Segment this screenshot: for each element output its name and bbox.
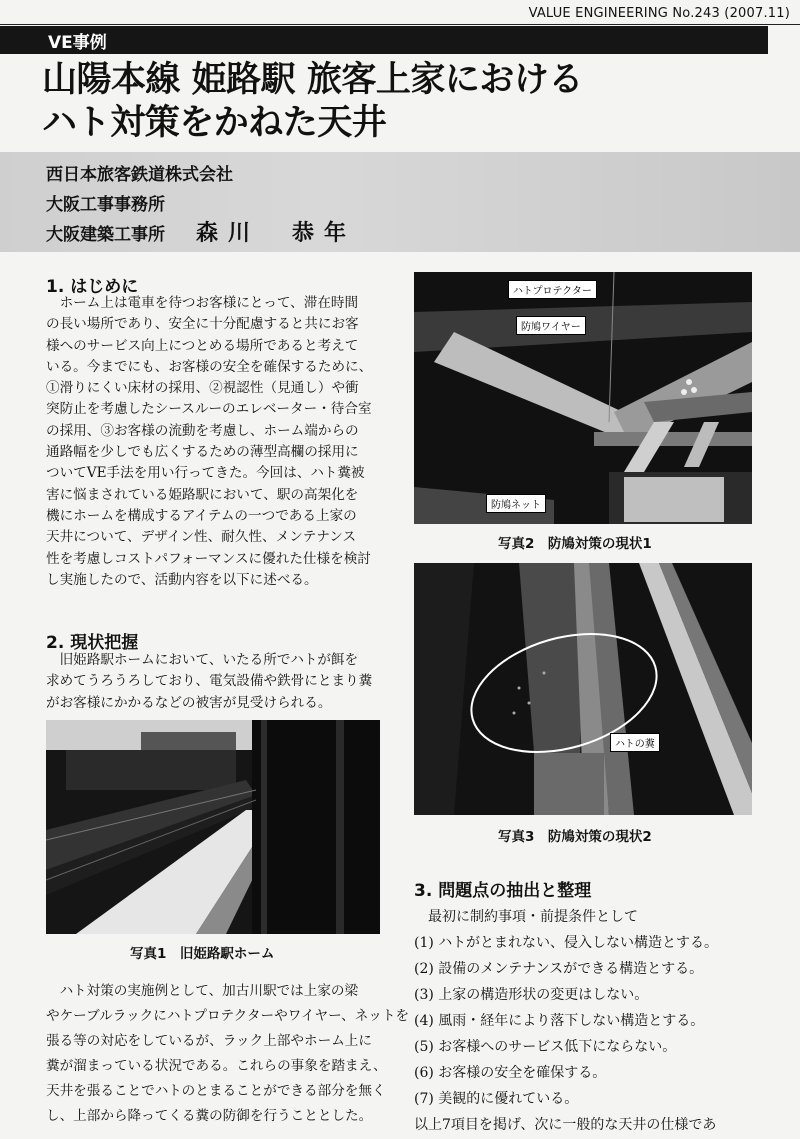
condition-item: (4) 風雨・経年により落下しない構造とする。: [414, 1013, 705, 1029]
text-line: がお客様にかかるなどの被害が見受けられる。: [46, 694, 332, 711]
text-line: 天井について、デザイン性、耐久性、メンテナンス: [46, 529, 357, 546]
photo-old-himeji-platform: [46, 720, 380, 934]
platform-photo-graphic: [46, 720, 380, 934]
text-line: 求めてうろうろしており、電気設備や鉄骨にとまり糞: [46, 673, 373, 690]
text-line: ついてVE手法を用い行ってきた。今回は、ハト糞被: [46, 465, 365, 482]
text-line: し実施したので、活動内容を以下に述べる。: [46, 571, 318, 588]
text-line: 突防止を考慮したシースルーのエレベーター・待合室: [46, 401, 372, 418]
author-office: 大阪工事事務所: [46, 195, 165, 215]
text-line: 機にホームを構成するアイテムの一つである上家の: [46, 507, 357, 524]
photo2-label-net: 防鳩ネット: [486, 494, 546, 513]
text-line: し、上部から降ってくる糞の防御を行うこととした。: [46, 1108, 373, 1124]
condition-item: (1) ハトがとまれない、侵入しない構造とする。: [414, 935, 719, 951]
section2-body-continued: [46, 979, 410, 1129]
section2-heading: 2. 現状把握: [46, 633, 139, 653]
text-line: 天井を張ることでハトのとまることができる部分を無く: [46, 1083, 386, 1099]
journal-header: VALUE ENGINEERING No.243 (2007.11): [528, 6, 790, 21]
text-line: 以上7項目を掲げ、次に一般的な天井の仕様であ: [414, 1117, 717, 1133]
photo1-caption: 写真1 旧姫路駅ホーム: [130, 946, 275, 962]
condition-item: (6) お客様の安全を確保する。: [414, 1065, 607, 1081]
section1-body: [46, 293, 391, 591]
text-line: 張る等の対応をしているが、ラック上部やホーム上に: [46, 1033, 372, 1049]
text-line: ホーム上は電車を待つお客様にとって、滞在時間: [46, 295, 359, 311]
text-line: 害に悩まされている姫路駅において、駅の高架化を: [46, 486, 359, 503]
section2-body: [46, 650, 391, 714]
text-line: ①滑りにくい床材の採用、②視認性（見通し）や衝: [46, 380, 359, 397]
section-tag: VE事例: [48, 33, 107, 53]
text-line: 最初に制約事項・前提条件として: [414, 909, 638, 925]
text-line: の長い場所であり、安全に十分配慮すると共にお客: [46, 316, 359, 333]
section3-body: [414, 904, 718, 1138]
ceiling-photo-graphic: [414, 272, 752, 524]
photo-pigeon-measures-2: [414, 563, 752, 815]
text-line: 旧姫路駅ホームにおいて、いたる所でハトが餌を: [46, 652, 359, 668]
section1-heading: 1. はじめに: [46, 277, 139, 297]
photo2-label-protector: ハトプロテクター: [508, 280, 597, 299]
author-dept: 大阪建築工事所: [46, 225, 165, 245]
author-name: 森川 恭年: [196, 220, 357, 246]
text-line: やケーブルラックにハトプロテクターやワイヤー、ネットを: [46, 1008, 410, 1024]
condition-item: (2) 設備のメンテナンスができる構造とする。: [414, 961, 704, 977]
text-line: 様へのサービス向上につとめる場所であると考えて: [46, 337, 359, 354]
photo3-label-droppings: ハトの糞: [610, 733, 660, 752]
article-title-line1: 山陽本線 姫路駅 旅客上家における: [42, 60, 583, 100]
text-line: の採用、③お客様の流動を考慮し、ホーム端からの: [46, 422, 359, 439]
header-rule: [0, 24, 800, 25]
section-band: [0, 26, 768, 54]
section3-heading: 3. 問題点の抽出と整理: [414, 881, 592, 901]
condition-item: (3) 上家の構造形状の変更はしない。: [414, 987, 649, 1003]
photo2-caption: 写真2 防鳩対策の現状1: [498, 536, 652, 552]
photo3-caption: 写真3 防鳩対策の現状2: [498, 829, 652, 845]
condition-item: (5) お客様へのサービス低下にならない。: [414, 1039, 677, 1055]
author-company: 西日本旅客鉄道株式会社: [46, 165, 233, 185]
article-title-line2: ハト対策をかねた天井: [42, 103, 387, 143]
text-line: 性を考慮しコストパフォーマンスに優れた仕様を検討: [46, 550, 371, 567]
text-line: いる。今までにも、お客様の安全を確保するために、: [46, 358, 373, 375]
text-line: ハト対策の実施例として、加古川駅では上家の梁: [46, 983, 359, 999]
text-line: 糞が溜まっている状況である。これらの事象を踏まえ、: [46, 1058, 387, 1074]
condition-item: (7) 美観的に優れている。: [414, 1091, 579, 1107]
droppings-photo-graphic: [414, 563, 752, 815]
text-line: 通路幅を少しでも広くするための薄型高欄の採用に: [46, 444, 359, 461]
photo-pigeon-measures-1: [414, 272, 752, 524]
photo2-label-wire: 防鳩ワイヤー: [516, 316, 586, 335]
